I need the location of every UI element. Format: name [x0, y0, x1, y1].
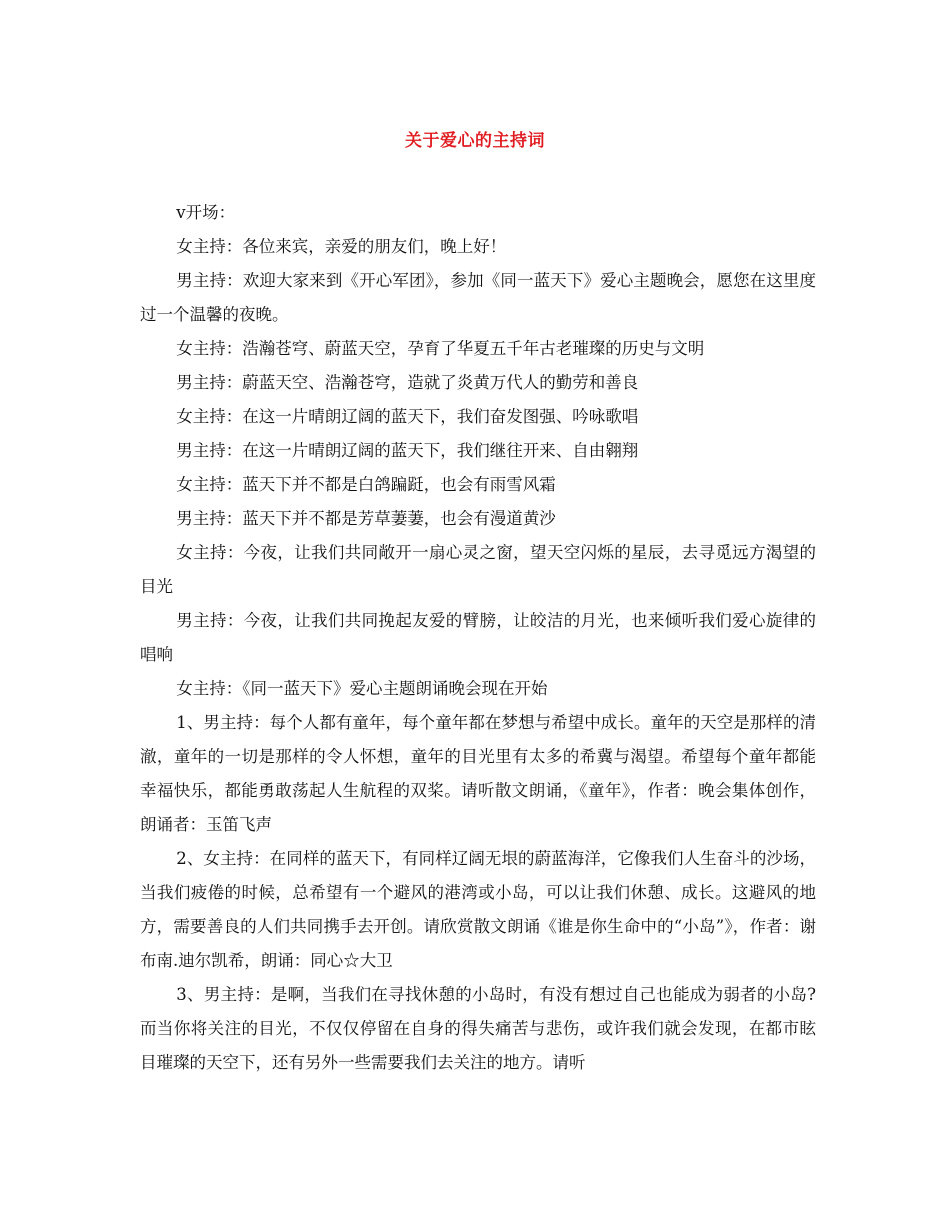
paragraph: 男主持：欢迎大家来到《开心军团》，参加《同一蓝天下》爱心主题晚会，愿您在这里度过一个温馨的夜晚。 [140, 271, 816, 324]
paragraph: 2、女主持：在同样的蓝天下，有同样辽阔无垠的蔚蓝海洋，它像我们人生奋斗的沙场，当我们疲倦的时候，总希望有一个避风的港湾或小岛，可以让我们休憩、成长。这避风的地方，需要善良的人们共同携手去开创。请欣赏散文朗诵《谁是你生命中的“小岛”》，作者：谢布南.迪尔凯希，朗诵：同心☆大卫 [140, 849, 816, 970]
paragraph: 男主持：蓝天下并不都是芳草萋萋，也会有漫道黄沙 [176, 509, 556, 528]
paragraph: 男主持：在这一片晴朗辽阔的蓝天下，我们继往开来、自由翱翔 [176, 441, 639, 460]
paragraph: 女主持：在这一片晴朗辽阔的蓝天下，我们奋发图强、吟咏歌唱 [176, 407, 639, 426]
paragraph: 女主持：《同一蓝天下》爱心主题朗诵晚会现在开始 [176, 679, 548, 698]
paragraph: 女主持：各位来宾，亲爱的朋友们，晚上好！ [176, 237, 507, 256]
paragraph: 1、男主持：每个人都有童年，每个童年都在梦想与希望中成长。童年的天空是那样的清澈，童年的一切是那样的令人怀想，童年的目光里有太多的希冀与渴望。希望每个童年都能幸福快乐，都能勇敢荡起人生航程的双桨。请听散文朗诵，《童年》，作者：晚会集体创作，朗诵者：玉笛飞声 [140, 713, 816, 834]
paragraph: 女主持：浩瀚苍穹、蔚蓝天空，孕育了华夏五千年古老璀璨的历史与文明 [176, 339, 705, 358]
document-body [140, 196, 816, 1080]
document-title: 关于爱心的主持词 [405, 131, 545, 151]
paragraph-opening: v开场： [176, 203, 236, 222]
paragraph: 3、男主持：是啊，当我们在寻找休憩的小岛时，有没有想过自己也能成为弱者的小岛?而当你将关注的目光，不仅仅停留在自身的得失痛苦与悲伤，或许我们就会发现，在都市眩目璀璨的天空下，还有另外一些需要我们去关注的地方。请听 [140, 985, 816, 1072]
paragraph: 男主持：蔚蓝天空、浩瀚苍穹，造就了炎黄万代人的勤劳和善良 [176, 373, 639, 392]
paragraph: 女主持：今夜，让我们共同敞开一扇心灵之窗，望天空闪烁的星辰，去寻觅远方渴望的目光 [140, 543, 816, 596]
paragraph: 女主持：蓝天下并不都是白鸽蹁跹，也会有雨雪风霜 [176, 475, 556, 494]
paragraph: 男主持：今夜，让我们共同挽起友爱的臂膀，让皎洁的月光，也来倾听我们爱心旋律的唱响 [140, 611, 816, 664]
